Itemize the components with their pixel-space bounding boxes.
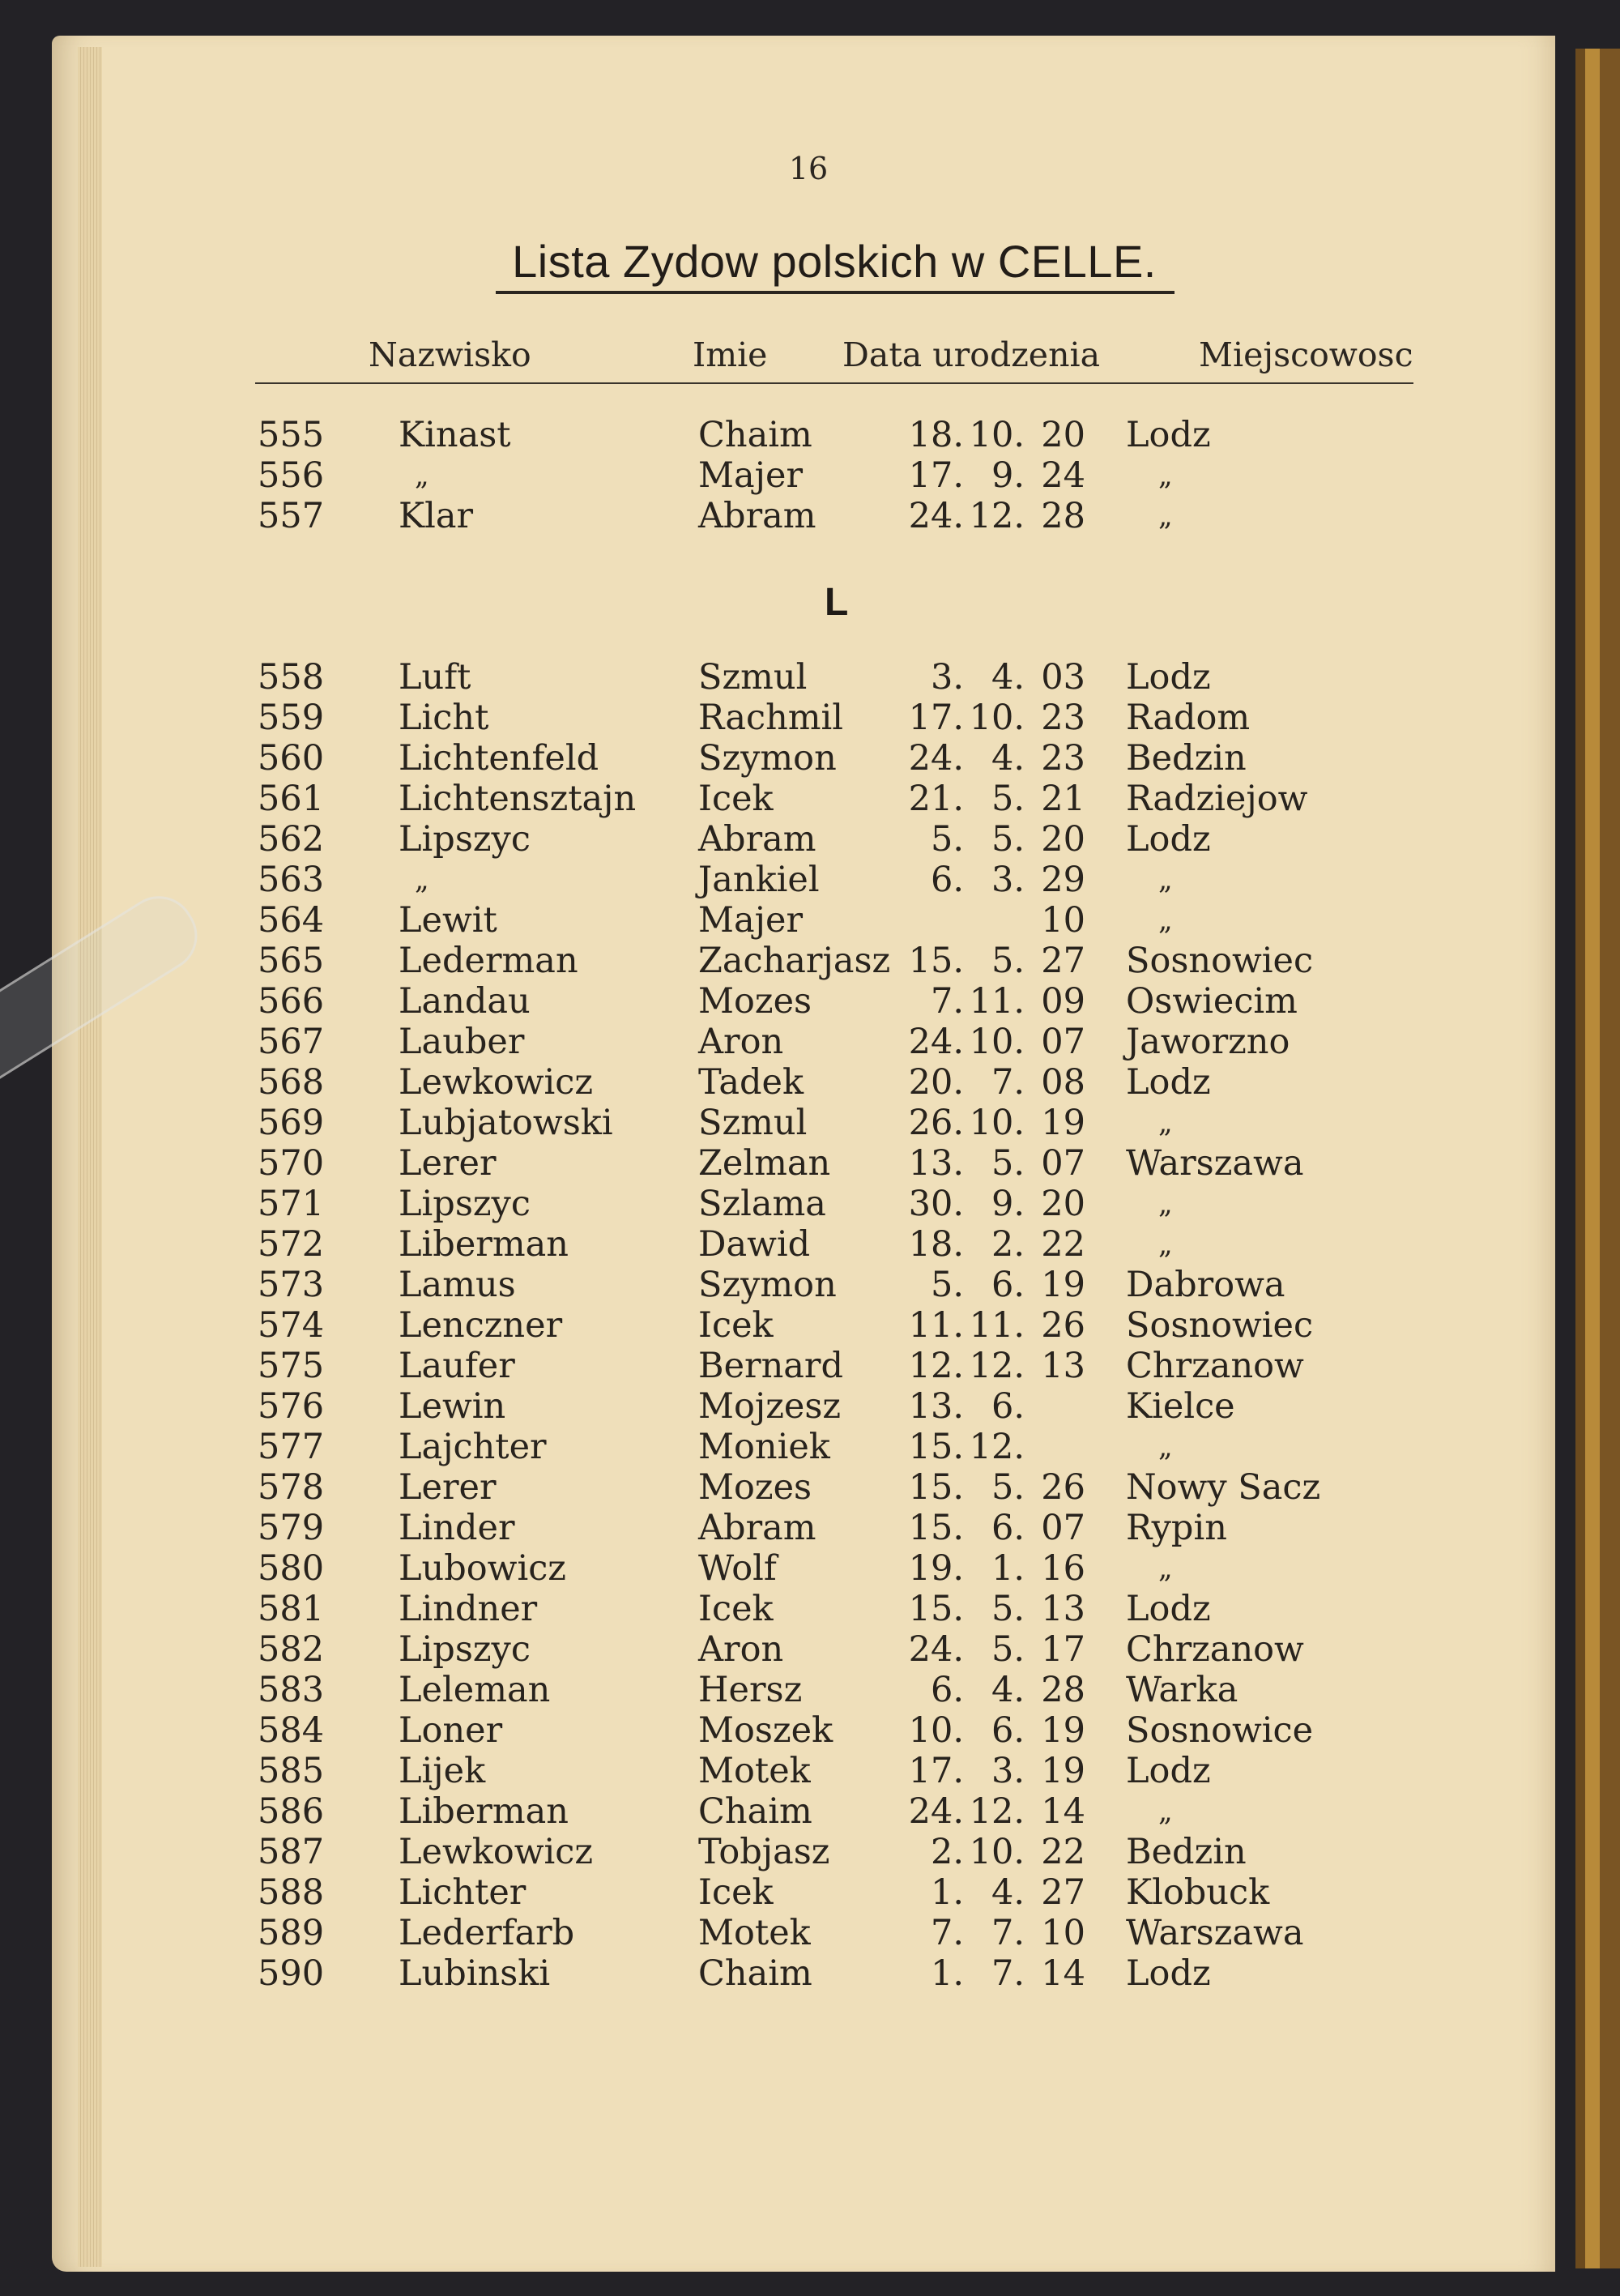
birth-day-cell: 17. bbox=[908, 698, 964, 738]
header-birth-date: Data urodzenia bbox=[842, 335, 1101, 374]
birth-month-cell: 2. bbox=[991, 1224, 1025, 1265]
surname-cell: Lipszyc bbox=[399, 1629, 531, 1670]
entry-number: 584 bbox=[258, 1710, 325, 1751]
entry-number: 562 bbox=[258, 819, 325, 860]
place-cell: Kielce bbox=[1126, 1386, 1235, 1427]
table-row bbox=[0, 1143, 1620, 1184]
first-name-cell: Motek bbox=[698, 1751, 811, 1791]
birth-year-cell: 24 bbox=[1041, 455, 1085, 496]
first-name-cell: Icek bbox=[698, 779, 774, 819]
surname-cell: Leleman bbox=[399, 1670, 551, 1710]
birth-month-cell: 3. bbox=[991, 860, 1025, 900]
surname-cell: Lipszyc bbox=[399, 1184, 531, 1224]
birth-day-cell: 15. bbox=[908, 1589, 964, 1629]
surname-cell: Lubinski bbox=[399, 1953, 551, 1994]
place-cell: Warszawa bbox=[1126, 1913, 1304, 1953]
birth-day-cell: 5. bbox=[930, 819, 964, 860]
birth-year-cell: 28 bbox=[1041, 1670, 1085, 1710]
surname-cell: Lederfarb bbox=[399, 1913, 575, 1953]
place-cell: „ bbox=[1158, 904, 1173, 937]
birth-year-cell: 19 bbox=[1041, 1265, 1085, 1305]
birth-year-cell: 20 bbox=[1041, 819, 1085, 860]
entry-number: 561 bbox=[258, 779, 325, 819]
entry-number: 580 bbox=[258, 1548, 325, 1589]
surname-cell: Lubowicz bbox=[399, 1548, 566, 1589]
table-row bbox=[0, 1872, 1620, 1913]
birth-year-cell: 29 bbox=[1041, 860, 1085, 900]
birth-year-cell: 22 bbox=[1041, 1224, 1085, 1265]
place-cell: Rypin bbox=[1126, 1508, 1227, 1548]
surname-cell: Lewkowicz bbox=[399, 1062, 594, 1103]
birth-month-cell: 6. bbox=[991, 1386, 1025, 1427]
birth-month-cell: 5. bbox=[991, 1467, 1025, 1508]
birth-month-cell: 4. bbox=[991, 738, 1025, 779]
birth-day-cell: 11. bbox=[908, 1305, 964, 1346]
birth-day-cell: 21. bbox=[908, 779, 964, 819]
birth-day-cell: 24. bbox=[908, 1629, 964, 1670]
surname-cell: Lichtenfeld bbox=[399, 738, 599, 779]
surname-cell: Lamus bbox=[399, 1265, 516, 1305]
first-name-cell: Jankiel bbox=[698, 860, 820, 900]
birth-year-cell: 28 bbox=[1041, 496, 1085, 536]
surname-cell: Lerer bbox=[399, 1467, 497, 1508]
header-place: Miejscowosc bbox=[1199, 335, 1413, 374]
surname-cell: Luft bbox=[399, 657, 471, 698]
birth-year-cell: 08 bbox=[1041, 1062, 1085, 1103]
birth-year-cell: 20 bbox=[1041, 415, 1085, 455]
entry-number: 575 bbox=[258, 1346, 325, 1386]
birth-year-cell: 07 bbox=[1041, 1508, 1085, 1548]
entry-number: 589 bbox=[258, 1913, 325, 1953]
birth-month-cell: 11. bbox=[969, 1305, 1025, 1346]
birth-day-cell: 13. bbox=[908, 1143, 964, 1184]
birth-month-cell: 12. bbox=[969, 1791, 1025, 1832]
birth-day-cell: 2. bbox=[930, 1832, 964, 1872]
table-row bbox=[0, 657, 1620, 698]
birth-year-cell: 19 bbox=[1041, 1751, 1085, 1791]
surname-cell: Lewkowicz bbox=[399, 1832, 594, 1872]
table-row bbox=[0, 1103, 1620, 1143]
birth-month-cell: 12. bbox=[969, 1346, 1025, 1386]
entry-number: 555 bbox=[258, 415, 325, 455]
entry-number: 571 bbox=[258, 1184, 325, 1224]
header-surname: Nazwisko bbox=[369, 335, 531, 374]
birth-day-cell: 13. bbox=[908, 1386, 964, 1427]
birth-month-cell: 10. bbox=[969, 698, 1025, 738]
table-row bbox=[0, 1791, 1620, 1832]
birth-year-cell: 07 bbox=[1041, 1143, 1085, 1184]
birth-day-cell: 6. bbox=[930, 860, 964, 900]
first-name-cell: Icek bbox=[698, 1872, 774, 1913]
surname-cell: Lerer bbox=[399, 1143, 497, 1184]
table-row bbox=[0, 698, 1620, 738]
entry-number: 565 bbox=[258, 941, 325, 981]
birth-year-cell: 21 bbox=[1041, 779, 1085, 819]
birth-year-cell: 09 bbox=[1041, 981, 1085, 1022]
header-rule bbox=[255, 382, 1413, 384]
surname-cell: Lichter bbox=[399, 1872, 526, 1913]
place-cell: Lodz bbox=[1126, 657, 1211, 698]
entry-number: 577 bbox=[258, 1427, 325, 1467]
birth-month-cell: 4. bbox=[991, 657, 1025, 698]
place-cell: Radziejow bbox=[1126, 779, 1308, 819]
place-cell: Lodz bbox=[1126, 1062, 1211, 1103]
birth-day-cell: 17. bbox=[908, 1751, 964, 1791]
place-cell: Lodz bbox=[1126, 1953, 1211, 1994]
table-row bbox=[0, 1305, 1620, 1346]
first-name-cell: Chaim bbox=[698, 1791, 812, 1832]
first-name-cell: Majer bbox=[698, 900, 803, 941]
birth-month-cell: 12. bbox=[969, 1427, 1025, 1467]
first-name-cell: Aron bbox=[698, 1629, 784, 1670]
birth-month-cell: 5. bbox=[991, 779, 1025, 819]
section-letter: L bbox=[825, 581, 849, 624]
first-name-cell: Hersz bbox=[698, 1670, 803, 1710]
first-name-cell: Zacharjasz bbox=[698, 941, 891, 981]
first-name-cell: Szymon bbox=[698, 738, 837, 779]
surname-cell: Kinast bbox=[399, 415, 511, 455]
surname-cell: Lewit bbox=[399, 900, 497, 941]
page-title: Lista Zydow polskich w CELLE. bbox=[512, 236, 1157, 287]
entry-number: 559 bbox=[258, 698, 325, 738]
first-name-cell: Rachmil bbox=[698, 698, 844, 738]
table-row bbox=[0, 1629, 1620, 1670]
first-name-cell: Szmul bbox=[698, 657, 808, 698]
first-name-cell: Icek bbox=[698, 1305, 774, 1346]
birth-year-cell: 27 bbox=[1041, 941, 1085, 981]
birth-year-cell: 23 bbox=[1041, 698, 1085, 738]
entry-number: 556 bbox=[258, 455, 325, 496]
birth-day-cell: 24. bbox=[908, 496, 964, 536]
title-underline bbox=[496, 291, 1174, 294]
place-cell: Lodz bbox=[1126, 819, 1211, 860]
first-name-cell: Mozes bbox=[698, 1467, 812, 1508]
surname-cell: Landau bbox=[399, 981, 531, 1022]
table-row bbox=[0, 415, 1620, 455]
table-row bbox=[0, 941, 1620, 981]
first-name-cell: Abram bbox=[698, 1508, 816, 1548]
birth-day-cell: 3. bbox=[930, 657, 964, 698]
entry-number: 566 bbox=[258, 981, 325, 1022]
birth-day-cell: 24. bbox=[908, 1791, 964, 1832]
entry-number: 573 bbox=[258, 1265, 325, 1305]
birth-day-cell: 7. bbox=[930, 1913, 964, 1953]
birth-year-cell: 16 bbox=[1041, 1548, 1085, 1589]
surname-cell: Loner bbox=[399, 1710, 503, 1751]
surname-cell: Lubjatowski bbox=[399, 1103, 613, 1143]
birth-month-cell: 4. bbox=[991, 1872, 1025, 1913]
place-cell: Bedzin bbox=[1126, 738, 1247, 779]
surname-cell: Klar bbox=[399, 496, 474, 536]
birth-month-cell: 5. bbox=[991, 1629, 1025, 1670]
birth-year-cell: 22 bbox=[1041, 1832, 1085, 1872]
surname-cell: Lajchter bbox=[399, 1427, 547, 1467]
birth-year-cell: 10 bbox=[1041, 1913, 1085, 1953]
entry-number: 563 bbox=[258, 860, 325, 900]
table-row bbox=[0, 1589, 1620, 1629]
table-row bbox=[0, 1508, 1620, 1548]
entry-number: 558 bbox=[258, 657, 325, 698]
entry-number: 581 bbox=[258, 1589, 325, 1629]
place-cell: Lodz bbox=[1126, 1589, 1211, 1629]
surname-cell: Lenczner bbox=[399, 1305, 563, 1346]
place-cell: Chrzanow bbox=[1126, 1629, 1304, 1670]
birth-month-cell: 7. bbox=[991, 1953, 1025, 1994]
entry-number: 557 bbox=[258, 496, 325, 536]
entry-number: 587 bbox=[258, 1832, 325, 1872]
birth-month-cell: 5. bbox=[991, 1589, 1025, 1629]
birth-month-cell: 5. bbox=[991, 819, 1025, 860]
entry-number: 585 bbox=[258, 1751, 325, 1791]
place-cell: Warszawa bbox=[1126, 1143, 1304, 1184]
birth-year-cell: 17 bbox=[1041, 1629, 1085, 1670]
birth-month-cell: 6. bbox=[991, 1710, 1025, 1751]
place-cell: „ bbox=[1158, 1795, 1173, 1828]
page-number: 16 bbox=[788, 151, 829, 186]
surname-cell: Lederman bbox=[399, 941, 578, 981]
birth-day-cell: 15. bbox=[908, 941, 964, 981]
birth-day-cell: 15. bbox=[908, 1427, 964, 1467]
birth-day-cell: 15. bbox=[908, 1467, 964, 1508]
surname-cell: Linder bbox=[399, 1508, 515, 1548]
place-cell: Bedzin bbox=[1126, 1832, 1247, 1872]
surname-cell: Lijek bbox=[399, 1751, 486, 1791]
place-cell: Warka bbox=[1126, 1670, 1238, 1710]
place-cell: Lodz bbox=[1126, 1751, 1211, 1791]
place-cell: „ bbox=[1158, 1552, 1173, 1585]
birth-month-cell: 5. bbox=[991, 941, 1025, 981]
first-name-cell: Majer bbox=[698, 455, 803, 496]
birth-day-cell: 18. bbox=[908, 1224, 964, 1265]
table-row bbox=[0, 819, 1620, 860]
first-name-cell: Abram bbox=[698, 819, 816, 860]
surname-cell: Liberman bbox=[399, 1791, 569, 1832]
table-row bbox=[0, 1953, 1620, 1994]
entry-number: 582 bbox=[258, 1629, 325, 1670]
entry-number: 564 bbox=[258, 900, 325, 941]
entry-number: 586 bbox=[258, 1791, 325, 1832]
first-name-cell: Tobjasz bbox=[698, 1832, 830, 1872]
birth-year-cell: 13 bbox=[1041, 1589, 1085, 1629]
birth-year-cell: 19 bbox=[1041, 1710, 1085, 1751]
place-cell: „ bbox=[1158, 1188, 1173, 1220]
birth-day-cell: 30. bbox=[908, 1184, 964, 1224]
entry-number: 569 bbox=[258, 1103, 325, 1143]
place-cell: Sosnowiec bbox=[1126, 1305, 1314, 1346]
birth-day-cell: 1. bbox=[930, 1872, 964, 1913]
table-row bbox=[0, 1022, 1620, 1062]
place-cell: „ bbox=[1158, 864, 1173, 896]
birth-year-cell: 07 bbox=[1041, 1022, 1085, 1062]
birth-month-cell: 7. bbox=[991, 1062, 1025, 1103]
birth-year-cell: 20 bbox=[1041, 1184, 1085, 1224]
birth-year-cell: 19 bbox=[1041, 1103, 1085, 1143]
birth-month-cell: 11. bbox=[969, 981, 1025, 1022]
place-cell: Radom bbox=[1126, 698, 1251, 738]
table-row bbox=[0, 779, 1620, 819]
surname-cell: Laufer bbox=[399, 1346, 515, 1386]
table-row bbox=[0, 1670, 1620, 1710]
first-name-cell: Icek bbox=[698, 1589, 774, 1629]
birth-year-cell: 14 bbox=[1041, 1953, 1085, 1994]
place-cell: Sosnowice bbox=[1126, 1710, 1314, 1751]
entry-number: 578 bbox=[258, 1467, 325, 1508]
birth-day-cell: 6. bbox=[930, 1670, 964, 1710]
surname-cell: Lipszyc bbox=[399, 819, 531, 860]
birth-year-cell: 14 bbox=[1041, 1791, 1085, 1832]
birth-month-cell: 5. bbox=[991, 1143, 1025, 1184]
entry-number: 579 bbox=[258, 1508, 325, 1548]
table-row bbox=[0, 1427, 1620, 1467]
table-row bbox=[0, 860, 1620, 900]
entry-number: 572 bbox=[258, 1224, 325, 1265]
first-name-cell: Mojzesz bbox=[698, 1386, 842, 1427]
birth-day-cell: 24. bbox=[908, 738, 964, 779]
birth-month-cell: 6. bbox=[991, 1508, 1025, 1548]
first-name-cell: Motek bbox=[698, 1913, 811, 1953]
first-name-cell: Moszek bbox=[698, 1710, 833, 1751]
entry-number: 576 bbox=[258, 1386, 325, 1427]
birth-day-cell: 12. bbox=[908, 1346, 964, 1386]
first-name-cell: Bernard bbox=[698, 1346, 844, 1386]
place-cell: Oswiecim bbox=[1126, 981, 1298, 1022]
entry-number: 574 bbox=[258, 1305, 325, 1346]
table-row bbox=[0, 496, 1620, 536]
place-cell: Lodz bbox=[1126, 415, 1211, 455]
birth-year-cell: 26 bbox=[1041, 1305, 1085, 1346]
surname-cell: „ bbox=[415, 459, 429, 492]
surname-cell: Lindner bbox=[399, 1589, 538, 1629]
birth-day-cell: 7. bbox=[930, 981, 964, 1022]
birth-year-cell: 27 bbox=[1041, 1872, 1085, 1913]
table-row bbox=[0, 981, 1620, 1022]
place-cell: „ bbox=[1158, 1107, 1173, 1139]
first-name-cell: Chaim bbox=[698, 415, 812, 455]
first-name-cell: Mozes bbox=[698, 981, 812, 1022]
first-name-cell: Szlama bbox=[698, 1184, 826, 1224]
place-cell: Dabrowa bbox=[1126, 1265, 1285, 1305]
birth-day-cell: 10. bbox=[908, 1710, 964, 1751]
place-cell: Chrzanow bbox=[1126, 1346, 1304, 1386]
birth-month-cell: 9. bbox=[991, 455, 1025, 496]
surname-cell: Lauber bbox=[399, 1022, 525, 1062]
place-cell: „ bbox=[1158, 1431, 1173, 1463]
table-row bbox=[0, 1548, 1620, 1589]
table-row bbox=[0, 1346, 1620, 1386]
entry-number: 560 bbox=[258, 738, 325, 779]
entry-number: 583 bbox=[258, 1670, 325, 1710]
birth-day-cell: 20. bbox=[908, 1062, 964, 1103]
first-name-cell: Abram bbox=[698, 496, 816, 536]
first-name-cell: Tadek bbox=[698, 1062, 804, 1103]
surname-cell: „ bbox=[415, 864, 429, 896]
table-row bbox=[0, 1710, 1620, 1751]
table-row bbox=[0, 1062, 1620, 1103]
first-name-cell: Dawid bbox=[698, 1224, 811, 1265]
place-cell: „ bbox=[1158, 500, 1173, 532]
birth-day-cell: 17. bbox=[908, 455, 964, 496]
birth-day-cell: 1. bbox=[930, 1953, 964, 1994]
birth-day-cell: 5. bbox=[930, 1265, 964, 1305]
birth-month-cell: 7. bbox=[991, 1913, 1025, 1953]
table-row bbox=[0, 455, 1620, 496]
entry-number: 567 bbox=[258, 1022, 325, 1062]
surname-cell: Lichtensztajn bbox=[399, 779, 637, 819]
birth-year-cell: 10 bbox=[1041, 900, 1085, 941]
surname-cell: Lewin bbox=[399, 1386, 506, 1427]
place-cell: „ bbox=[1158, 1228, 1173, 1261]
table-row bbox=[0, 1913, 1620, 1953]
first-name-cell: Szmul bbox=[698, 1103, 808, 1143]
table-row bbox=[0, 738, 1620, 779]
place-cell: Nowy Sacz bbox=[1126, 1467, 1321, 1508]
first-name-cell: Zelman bbox=[698, 1143, 831, 1184]
first-name-cell: Szymon bbox=[698, 1265, 837, 1305]
place-cell: Klobuck bbox=[1126, 1872, 1270, 1913]
first-name-cell: Chaim bbox=[698, 1953, 812, 1994]
birth-day-cell: 15. bbox=[908, 1508, 964, 1548]
birth-year-cell: 26 bbox=[1041, 1467, 1085, 1508]
entry-number: 568 bbox=[258, 1062, 325, 1103]
birth-day-cell: 18. bbox=[908, 415, 964, 455]
first-name-cell: Wolf bbox=[698, 1548, 777, 1589]
table-row bbox=[0, 900, 1620, 941]
table-row bbox=[0, 1224, 1620, 1265]
birth-month-cell: 10. bbox=[969, 1022, 1025, 1062]
birth-day-cell: 24. bbox=[908, 1022, 964, 1062]
header-first-name: Imie bbox=[693, 335, 768, 374]
table-row bbox=[0, 1386, 1620, 1427]
birth-month-cell: 9. bbox=[991, 1184, 1025, 1224]
table-row bbox=[0, 1265, 1620, 1305]
birth-month-cell: 3. bbox=[991, 1751, 1025, 1791]
entry-number: 588 bbox=[258, 1872, 325, 1913]
birth-month-cell: 6. bbox=[991, 1265, 1025, 1305]
birth-month-cell: 12. bbox=[969, 496, 1025, 536]
table-row bbox=[0, 1832, 1620, 1872]
birth-year-cell: 03 bbox=[1041, 657, 1085, 698]
birth-month-cell: 4. bbox=[991, 1670, 1025, 1710]
birth-month-cell: 10. bbox=[969, 415, 1025, 455]
birth-month-cell: 1. bbox=[991, 1548, 1025, 1589]
birth-year-cell: 13 bbox=[1041, 1346, 1085, 1386]
birth-month-cell: 10. bbox=[969, 1103, 1025, 1143]
birth-day-cell: 19. bbox=[908, 1548, 964, 1589]
first-name-cell: Moniek bbox=[698, 1427, 830, 1467]
table-row bbox=[0, 1184, 1620, 1224]
place-cell: Sosnowiec bbox=[1126, 941, 1314, 981]
first-name-cell: Aron bbox=[698, 1022, 784, 1062]
place-cell: Jaworzno bbox=[1126, 1022, 1290, 1062]
table-row bbox=[0, 1751, 1620, 1791]
place-cell: „ bbox=[1158, 459, 1173, 492]
birth-month-cell: 10. bbox=[969, 1832, 1025, 1872]
entry-number: 590 bbox=[258, 1953, 325, 1994]
surname-cell: Licht bbox=[399, 698, 489, 738]
table-row bbox=[0, 1467, 1620, 1508]
surname-cell: Liberman bbox=[399, 1224, 569, 1265]
entry-number: 570 bbox=[258, 1143, 325, 1184]
birth-day-cell: 26. bbox=[908, 1103, 964, 1143]
birth-year-cell: 23 bbox=[1041, 738, 1085, 779]
